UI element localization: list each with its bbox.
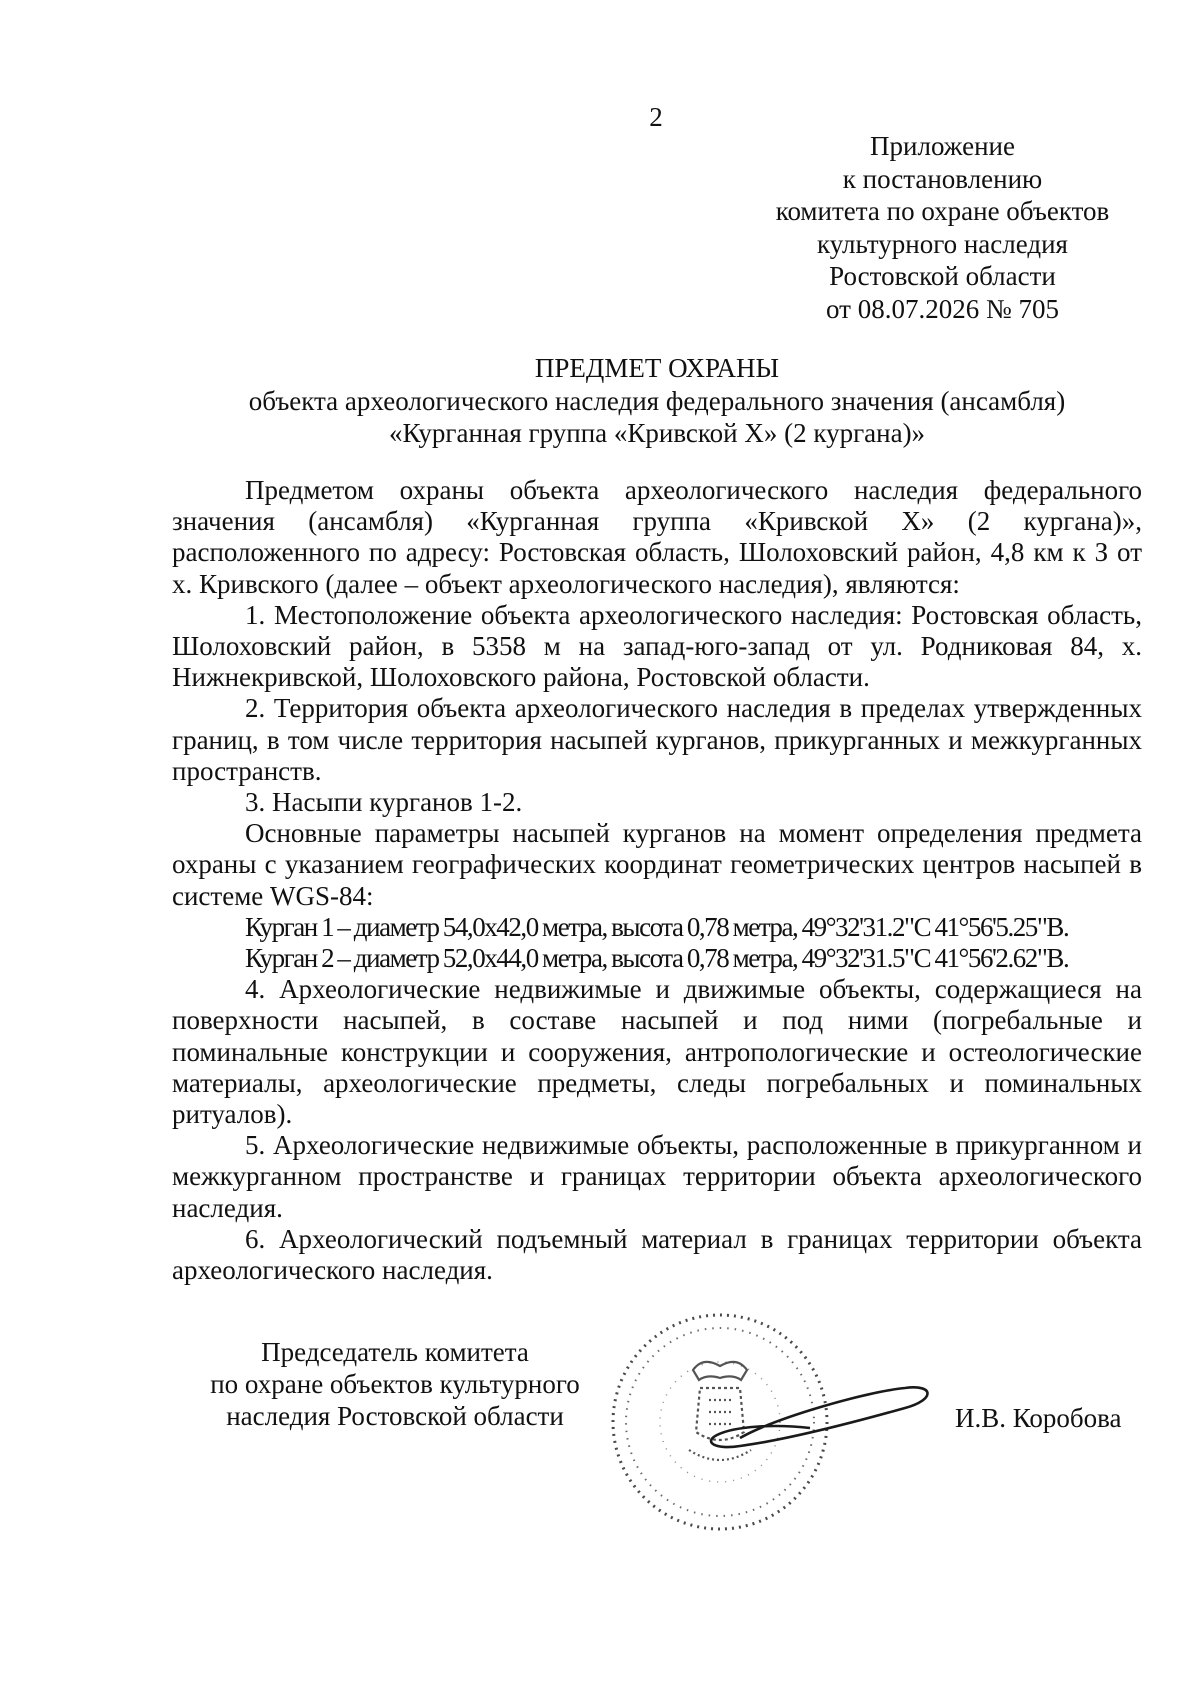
document-body — [172, 475, 1142, 1286]
appendix-line: Ростовской области — [829, 261, 1056, 291]
signer-title-line: Председатель комитета — [261, 1337, 529, 1367]
page-number: 2 — [649, 102, 663, 132]
intro-paragraph: Предметом охраны объекта археологического наследия федерального значения (ансамбля) «Курганная группа «Кривской Х» (2 кургана)», расположенного по адресу: Ростовская область, Шолоховский район, 4,8 км к З от х. Кривского (далее – объект археологического наследия), являются: — [172, 475, 1142, 599]
title-line: «Курганная группа «Кривской Х» (2 кургана)» — [388, 418, 926, 448]
item-paragraph: 4. Археологические недвижимые и движимые объекты, содержащиеся на поверхности насыпей, в составе насыпей и под ними (погребальные и поминальные конструкции и сооружения, антропологические и остеологические материалы, археологические предметы, следы погребальных и поминальных ритуалов). — [172, 974, 1142, 1130]
appendix-line: комитета по охране объектов — [775, 196, 1110, 226]
appendix-line: к постановлению — [842, 163, 1043, 194]
params-paragraph: Основные параметры насыпей курганов на момент определения предмета охраны с указанием географических координат геометрических центров насыпей в системе WGS-84: — [172, 818, 1142, 911]
appendix-block — [740, 130, 1145, 325]
appendix-line: Приложение — [870, 131, 1015, 161]
signature-stroke — [711, 1387, 927, 1447]
signer-name: И.В. Коробова — [955, 1403, 1122, 1433]
kurgan-coordinates: Курган 1 – диаметр 54,0х42,0 метра, высота 0,78 метра, 49°32'31.2"С 41°56'5.25"В. — [245, 911, 1069, 942]
appendix-line: культурного наследия — [817, 228, 1068, 259]
item-paragraph: 3. Насыпи курганов 1-2. — [245, 787, 523, 818]
seal-inner-ring — [626, 1328, 814, 1516]
appendix-line: от 08.07.2026 № 705 — [826, 293, 1059, 324]
item-paragraph: 5. Археологические недвижимые объекты, расположенные в прикурганном и межкурганном пространстве и границах территории объекта археологического наследия. — [172, 1130, 1142, 1223]
official-seal-with-signature — [605, 1300, 965, 1560]
signer-title — [190, 1336, 600, 1432]
seal-outer-ring — [613, 1315, 827, 1529]
signature-block — [0, 1300, 1200, 1580]
signer-title-line: наследия Ростовской области — [226, 1401, 564, 1431]
signer-title-line: по охране объектов культурного — [210, 1369, 580, 1399]
title-heading: ПРЕДМЕТ ОХРАНЫ — [534, 353, 780, 383]
item-paragraph: 2. Территория объекта археологического наследия в пределах утвержденных границ, в том числе территория насыпей курганов, прикурганных и межкурганных пространств. — [172, 693, 1142, 786]
document-title — [172, 352, 1142, 450]
item-paragraph: 1. Местоположение объекта археологического наследия: Ростовская область, Шолоховский район, в 5358 м на запад-юго-запад от ул. Родниковая 84, х. Нижнекривской, Шолоховского района, Ростовской области. — [172, 599, 1142, 693]
seal-inner-ring — [660, 1362, 780, 1482]
kurgan-coordinates: Курган 2 – диаметр 52,0х44,0 метра, высота 0,78 метра, 49°32'31.5"С 41°56'2.62"В. — [245, 943, 1069, 974]
item-paragraph: 6. Археологический подъемный материал в границах территории объекта археологического наследия. — [172, 1223, 1142, 1286]
title-line: объекта археологического наследия федерального значения (ансамбля) — [248, 385, 1066, 416]
